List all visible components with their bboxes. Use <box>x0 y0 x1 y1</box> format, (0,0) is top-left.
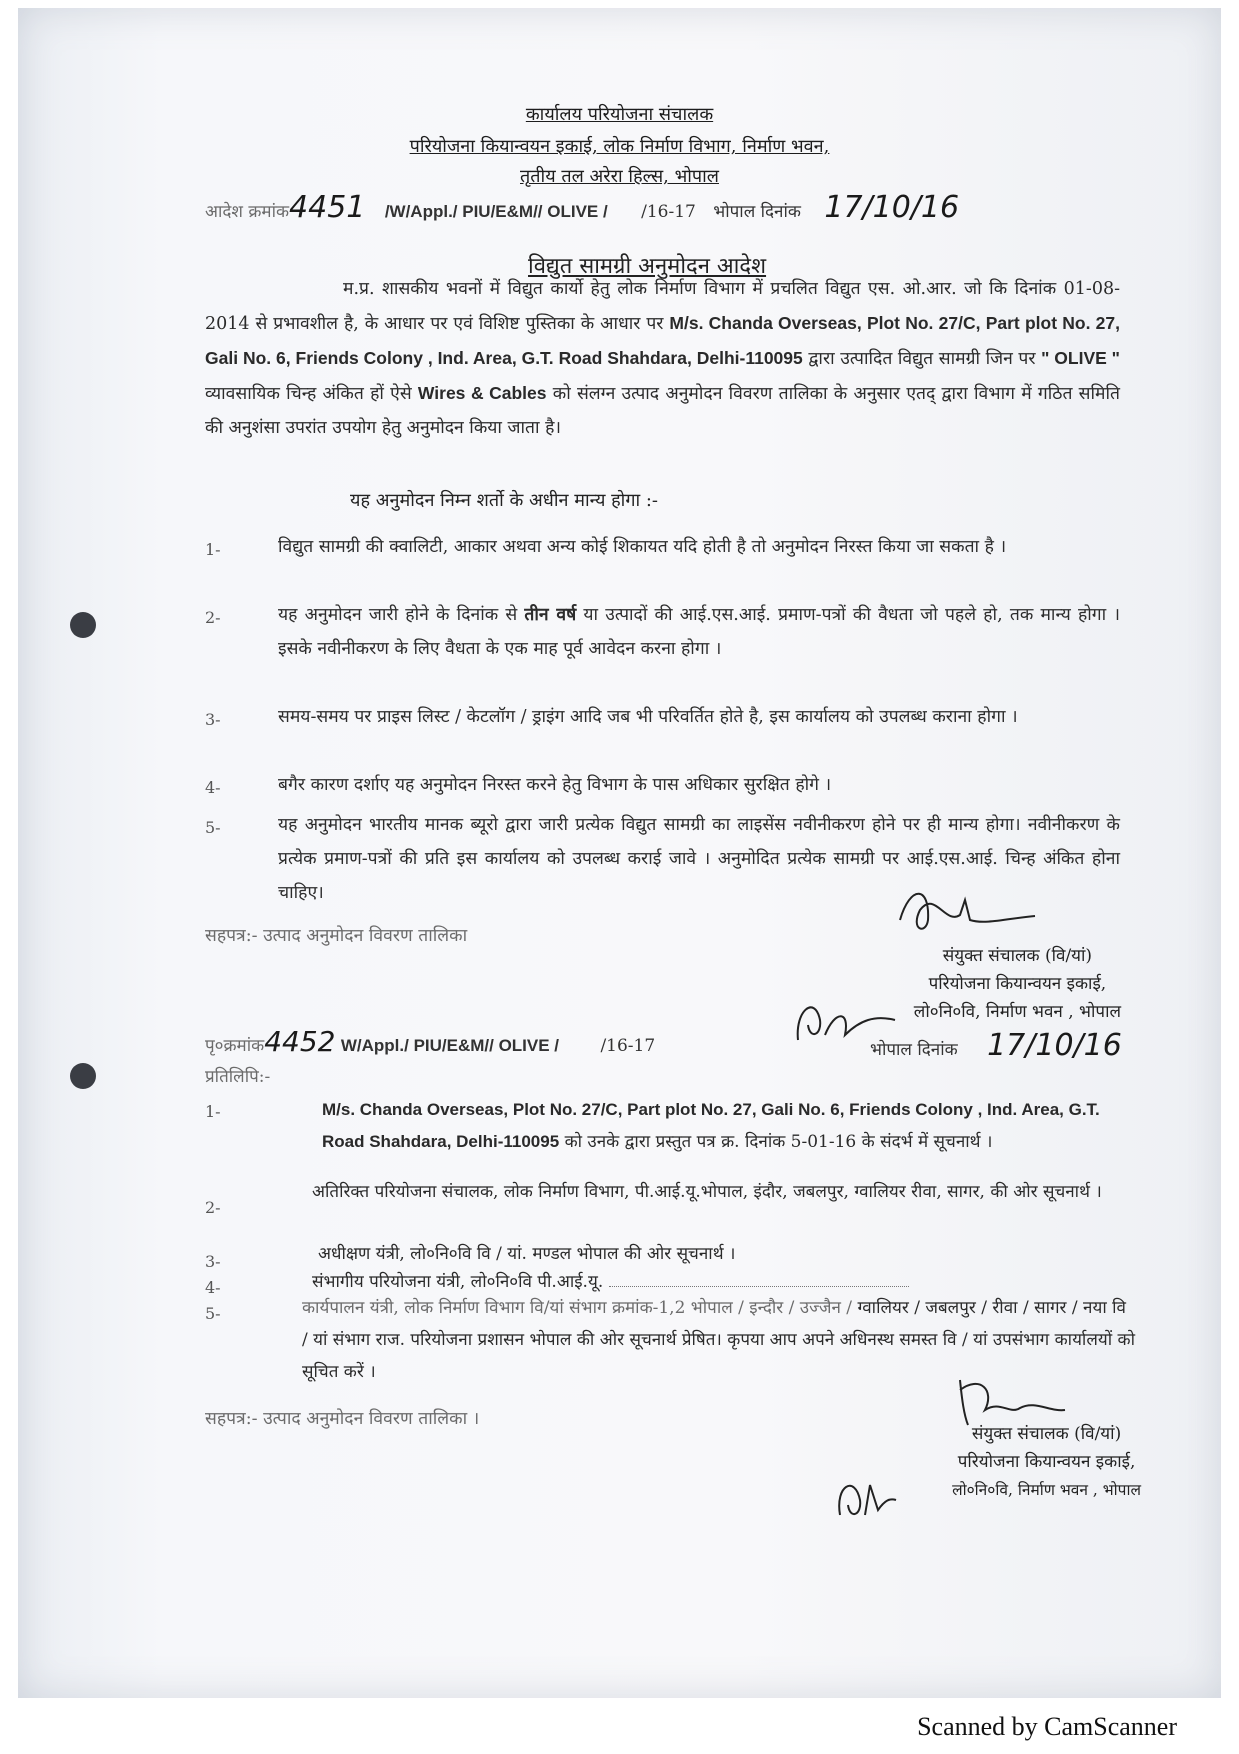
signatory-1-unit: परियोजना कियान्वयन इकाई, <box>928 974 1107 994</box>
para-text-d: को संलग्न उत्पाद अनुमोदन विवरण तालिका के अनुसार एतद् द्वारा विभाग में गठित समिति की अनुशंसा उपरांत उपयोग हेतु अनुमोदन किया जाता है। <box>205 384 1121 438</box>
copy-2-text: अतिरिक्त परियोजना संचालक, लोक निर्माण विभाग, पी.आई.यू.भोपाल, इंदौर, जबलपुर, ग्वालियर रीवा, सागर, की ओर सूचनार्थ । <box>312 1182 1102 1202</box>
para-text-c: व्यावसायिक चिन्ह अंकित हों ऐसे <box>205 384 412 404</box>
copy-1-company: M/s. Chanda Overseas, Plot No. 27/C, Part plot No. 27, Gali No. 6, Friends Colony , Ind. Area, G.T. Road Shahdara, Delhi-110095 <box>322 1100 1100 1151</box>
copy-1-note: को उनके द्वारा प्रस्तुत पत्र क्र. दिनांक 5-01-16 के संदर्भ में सूचनार्थ । <box>564 1132 993 1152</box>
header-unit: परियोजना कियान्वयन इकाई, लोक निर्माण विभाग, निर्माण भवन, <box>409 136 830 157</box>
signatory-2-designation: संयुक्त संचालक (वि/यां) <box>971 1424 1122 1444</box>
main-paragraph <box>205 272 1120 445</box>
copy-2-number: 2- <box>205 1198 221 1217</box>
endorsement-year: /16-17 <box>600 1036 656 1056</box>
condition-2-part-a: यह अनुमोदन जारी होने के दिनांक से <box>278 605 518 625</box>
para-text-a: म.प्र. शासकीय भवनों में विद्युत कार्यो हेतु लोक निर्माण विभाग में प्रचलित विद्युत एस. ओ.आर. जो कि दिनांक 01-08-2014 से प्रभावशील है, के आधार पर एवं विशिष्ट पुस्तिका के आधार पर <box>205 279 1120 334</box>
endorsement-line <box>205 1025 655 1058</box>
punch-hole-upper <box>70 612 96 638</box>
signatory-1-office: लो०नि०वि, निर्माण भवन , भोपाल <box>913 1002 1121 1022</box>
order-date-label: भोपाल दिनांक <box>713 202 801 222</box>
endorsement-date: 17/10/16 <box>987 1028 1122 1063</box>
copy-3-text: अधीक्षण यंत्री, लो०नि०वि वि / यां. मण्डल भोपाल की ओर सूचनार्थ । <box>318 1244 736 1264</box>
copy-4-blank-line <box>609 1286 909 1287</box>
condition-1-text: विद्युत सामग्री की क्वालिटी, आकार अथवा अन्य कोई शिकायत यदि होती है तो अनुमोदन निरस्त किया जा सकता है । <box>278 537 1007 557</box>
signatory-2-office: लो०नि०वि, निर्माण भवन , भोपाल <box>952 1481 1141 1499</box>
order-label: आदेश क्रमांक <box>205 202 290 222</box>
signature-2-initials <box>830 1470 900 1525</box>
conditions-intro: यह अनुमोदन निम्न शर्तो के अधीन मान्य होगा :- <box>350 490 658 511</box>
condition-5-text: यह अनुमोदन भारतीय मानक ब्यूरो द्वारा जारी प्रत्येक विद्युत सामग्री का लाइसेंस नवीनीकरण होने पर ही मान्य होगा। नवीनीकरण के प्रत्येक प्रमाण-पत्रों की प्रति इस कार्यालय को उपलब्ध कराई जावे । अनुमोदित प्रत्येक सामग्री पर आई.एस.आई. चिन्ह अंकित होना चाहिए। <box>278 815 1120 903</box>
condition-3-number: 3- <box>205 710 221 729</box>
copy-5-number: 5- <box>205 1304 221 1323</box>
signature-block-2 <box>952 1420 1141 1504</box>
header-address: तृतीय तल अरेरा हिल्स, भोपाल <box>520 166 719 187</box>
condition-2-bold: तीन वर्ष <box>524 605 577 625</box>
condition-3-text: समय-समय पर प्राइस लिस्ट / केटलॉग / ड्राइंग आदि जब भी परिवर्तित होते है, इस कार्यालय को उपलब्ध कराना होगा । <box>278 707 1018 727</box>
condition-1-number: 1- <box>205 540 221 559</box>
endorsement-ref: W/Appl./ PIU/E&M// OLIVE / <box>340 1036 560 1055</box>
endorsement-date-line <box>870 1028 1122 1063</box>
endorsement-date-label: भोपाल दिनांक <box>870 1040 958 1060</box>
order-number: 4451 <box>289 190 366 225</box>
condition-2-part-b: या उत्पादों की आई.एस.आई. प्रमाण-पत्रों की वैधता जो पहले हो, तक मान्य होगा । इसके नवीनीकरण के लिए वैधता के एक माह पूर्व आवेदन करना होगा । <box>278 605 1120 659</box>
signature-1-scribble <box>890 880 1040 940</box>
signatory-1-designation: संयुक्त संचालक (वि/यां) <box>942 946 1093 966</box>
order-date: 17/10/16 <box>824 190 960 225</box>
condition-2-text <box>278 598 1120 666</box>
para-text-b: द्वारा उत्पादित विद्युत सामग्री जिन पर <box>808 349 1036 369</box>
copy-4-note: संभागीय परियोजना यंत्री, लो०नि०वि पी.आई.यू. <box>312 1272 604 1292</box>
signatory-2-unit: परियोजना कियान्वयन इकाई, <box>957 1452 1136 1472</box>
enclosure-1: सहपत्र:- उत्पाद अनुमोदन विवरण तालिका <box>205 926 468 946</box>
condition-5-number: 5- <box>205 818 221 837</box>
order-year: /16-17 <box>641 202 696 222</box>
signature-block-1 <box>914 942 1121 1026</box>
copy-1-text <box>322 1094 1140 1158</box>
endorsement-label: पृ०क्रमांक <box>205 1036 265 1056</box>
header-office: कार्यालय परियोजना संचालक <box>525 104 714 125</box>
condition-2-number: 2- <box>205 608 221 627</box>
brand-name: " OLIVE " <box>1041 348 1120 368</box>
copy-3-number: 3- <box>205 1252 221 1271</box>
scanner-watermark: Scanned by CamScanner <box>917 1712 1177 1741</box>
copy-to-label: प्रतिलिपि:- <box>205 1067 271 1087</box>
copy-4-number: 4- <box>205 1278 221 1297</box>
document-title: विद्युत सामग्री अनुमोदन आदेश <box>528 254 767 279</box>
condition-4-text: बगैर कारण दर्शाए यह अनुमोदन निरस्त करने हेतु विभाग के पास अधिकार सुरक्षित होगे । <box>278 775 832 795</box>
product-name: Wires & Cables <box>417 383 547 403</box>
condition-4-number: 4- <box>205 778 221 797</box>
copy-5-note: ग्वालियर / जबलपुर / रीवा / सागर / नया वि / यां संभाग राज. परियोजना प्रशासन भोपाल की ओर सूचनार्थ प्रेषित। कृपया आप अपने अधिनस्थ समस्त वि / यां उपसंभाग कार्यालयों को सूचित करें । <box>302 1298 1135 1382</box>
order-line <box>205 190 959 225</box>
copy-5-faint-part: कार्यपालन यंत्री, लोक निर्माण विभाग वि/यां संभाग क्रमांक-1,2 भोपाल / इन्दौर / उज्जैन / <box>302 1298 853 1318</box>
order-ref: /W/Appl./ PIU/E&M// OLIVE / <box>384 202 608 221</box>
copy-1-number: 1- <box>205 1102 221 1121</box>
endorsement-number: 4452 <box>264 1025 336 1058</box>
enclosure-2: सहपत्र:- उत्पाद अनुमोदन विवरण तालिका । <box>205 1409 480 1429</box>
punch-hole-lower <box>70 1063 96 1089</box>
company-name: M/s. Chanda Overseas, Plot No. 27/C, Part plot No. 27, Gali No. 6, Friends Colony , Ind. Area, G.T. Road Shahdara, Delhi-110095 <box>205 313 1121 368</box>
